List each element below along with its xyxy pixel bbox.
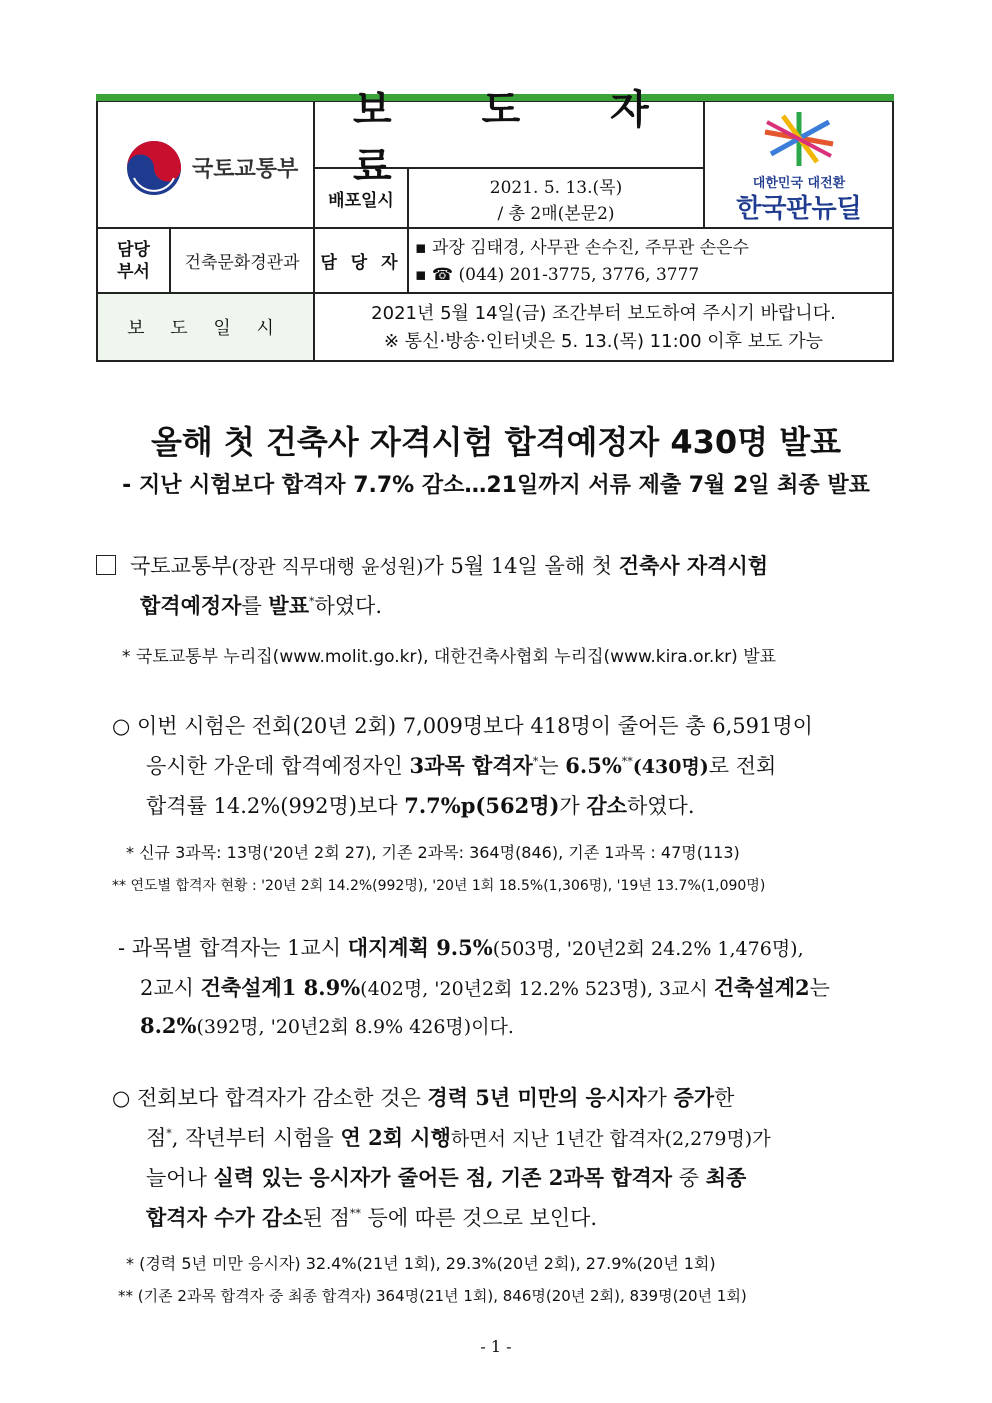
text: (503명, '20년2회 24.2% 1,476명), xyxy=(492,938,804,960)
release-date-cell xyxy=(408,168,704,228)
text: 하였다. xyxy=(314,594,383,618)
footnote-mark: * xyxy=(532,755,539,768)
footnote-1: * 국토교통부 누리집(www.molit.go.kr), 대한건축사협회 누리집(www.kira.or.kr) 발표 xyxy=(122,647,777,667)
text: 최종 xyxy=(705,1165,747,1190)
paragraph-3-line-2 xyxy=(140,972,830,1002)
report-time-cell xyxy=(314,293,894,362)
text: (430명) xyxy=(632,756,709,778)
paragraph-2-line-1: ○ 이번 시험은 전회(20년 2회) 7,009명보다 418명이 줄어든 총 6,591명이 xyxy=(112,714,813,738)
footnote-mark: ** xyxy=(349,1207,361,1220)
text: 된 점 xyxy=(302,1206,350,1230)
footnote-2: * 신규 3과목: 13명('20년 2회 27), 기존 2과목: 364명(846), 기존 1과목 : 47명(113) xyxy=(126,843,740,862)
report-time-main: 2021년 5월 14일(금) 조간부터 보도하여 주시기 바랍니다. xyxy=(371,303,836,324)
text: 로 전회 xyxy=(708,754,777,778)
release-pages: / 총 2매(본문2) xyxy=(497,204,615,224)
text: 감소 xyxy=(586,793,627,818)
release-label: 배포일시 xyxy=(314,168,408,228)
manager-label: 담 당 자 xyxy=(314,228,408,293)
text: 합격자 수가 감소 xyxy=(146,1205,303,1230)
text: 연 2회 시행 xyxy=(340,1125,451,1150)
text: 6.5% xyxy=(565,753,622,778)
page-number: - 1 - xyxy=(480,1337,512,1356)
text: 한 xyxy=(714,1086,735,1110)
text: 발표 xyxy=(268,593,309,618)
new-deal-title: 한국판뉴딜 xyxy=(736,194,862,224)
new-deal-subtitle: 대한민국 대전환 xyxy=(752,176,846,191)
report-label: 보 도 일 시 xyxy=(96,293,314,362)
text: 증가 xyxy=(673,1085,715,1110)
press-release-title: 보 도 자 료 xyxy=(353,86,687,190)
text: 경력 5년 미만의 응시자 xyxy=(427,1085,647,1110)
text: 점 xyxy=(146,1126,167,1150)
text: 건축설계2 xyxy=(713,975,810,1000)
taegeuk-logo-icon xyxy=(124,138,184,198)
ministry-name: 국토교통부 xyxy=(192,157,299,182)
footnote-4: * (경력 5년 미만 응시자) 32.4%(21년 1회), 29.3%(20년 2회), 27.9%(20년 1회) xyxy=(126,1254,716,1273)
text: 하였다. xyxy=(626,794,695,818)
text: (392명, '20년2회 8.9% 426명)이다. xyxy=(196,1016,514,1038)
text: 하면서 지난 1년간 합격자(2,279명)가 xyxy=(450,1128,771,1150)
text: 가 xyxy=(646,1086,674,1110)
paragraph-4-line-1 xyxy=(112,1082,734,1112)
text: 는 xyxy=(538,754,566,778)
paragraph-2-line-2 xyxy=(146,750,776,780)
text: 를 xyxy=(241,594,269,618)
new-deal-emblem-icon xyxy=(759,110,839,168)
text: 합격예정자 xyxy=(140,593,242,618)
text: 는 xyxy=(809,976,830,1000)
dept-label-text: 담당 부서 xyxy=(117,239,150,282)
paragraph-4-line-4 xyxy=(146,1202,597,1232)
checkbox-bullet-icon xyxy=(96,555,116,575)
text: 중 xyxy=(672,1166,706,1190)
text: 실력 있는 응시자가 줄어든 점, 기존 2과목 합격자 xyxy=(213,1165,673,1190)
text: 대지계획 9.5% xyxy=(347,935,493,960)
text: 가 xyxy=(559,794,587,818)
manager-phone: ▪ ☎ (044) 201-3775, 3776, 3777 xyxy=(415,265,700,285)
text: 합격률 14.2%(992명)보다 xyxy=(146,794,405,818)
press-header-table xyxy=(96,86,894,362)
footnote-5: ** (기존 2과목 합격자 중 최종 합격자) 364명(21년 1회), 846명(20년 2회), 839명(20년 1회) xyxy=(118,1287,747,1305)
text: (장관 직무대행 윤성원) xyxy=(231,556,424,578)
paragraph-3-line-3 xyxy=(140,1012,514,1039)
footnote-mark: * xyxy=(308,595,315,608)
text: 응시한 가운데 합격예정자인 xyxy=(146,754,410,778)
text: ○ 전회보다 합격자가 감소한 것은 xyxy=(112,1086,428,1110)
footnote-mark: ** xyxy=(621,755,633,768)
paragraph-3-line-1 xyxy=(118,932,804,962)
text: - 과목별 합격자는 1교시 xyxy=(118,936,348,960)
text: 늘어나 xyxy=(146,1166,214,1190)
manager-names: ▪ 과장 김태경, 사무관 손수진, 주무관 손은수 xyxy=(415,238,749,258)
paragraph-4-line-2 xyxy=(146,1122,771,1152)
footnote-3: ** 연도별 합격자 현황 : '20년 2회 14.2%(992명), '20년 1회 18.5%(1,306명), '19년 13.7%(1,090명) xyxy=(112,878,766,894)
ministry-logo-cell xyxy=(96,101,314,228)
text: 건축설계1 8.9% xyxy=(200,975,361,1000)
text: 건축사 자격시험 xyxy=(618,553,769,578)
dept-label xyxy=(96,228,170,293)
paragraph-2-line-3 xyxy=(146,790,695,820)
paragraph-1-line-1 xyxy=(96,550,768,580)
text: 등에 따른 것으로 보인다. xyxy=(360,1206,598,1230)
text: (402명, '20년2회 12.2% 523명), 3교시 xyxy=(360,978,714,1000)
paragraph-1-line-2 xyxy=(140,590,382,620)
text: 3과목 합격자 xyxy=(409,753,533,778)
text: 가 5월 14일 올해 첫 xyxy=(423,554,619,578)
text: , 작년부터 시험을 xyxy=(171,1126,341,1150)
new-deal-logo-cell xyxy=(704,101,894,228)
text: 국토교통부 xyxy=(130,554,232,578)
text: 8.2% xyxy=(140,1013,197,1038)
manager-contact xyxy=(408,228,894,293)
paragraph-4-line-3 xyxy=(146,1162,746,1192)
text: 2교시 xyxy=(140,976,201,1000)
report-time-note: ※ 통신·방송·인터넷은 5. 13.(목) 11:00 이후 보도 가능 xyxy=(383,331,824,352)
text: 7.7%p(562명) xyxy=(404,793,560,818)
footnote-mark: * xyxy=(166,1127,172,1140)
headline: 올해 첫 건축사 자격시험 합격예정자 430명 발표 xyxy=(150,423,842,461)
subheadline: - 지난 시험보다 합격자 7.7% 감소…21일까지 서류 제출 7월 2일 최종 발표 xyxy=(122,473,870,498)
dept-name: 건축문화경관과 xyxy=(170,228,314,293)
release-date: 2021. 5. 13.(목) xyxy=(489,178,623,198)
